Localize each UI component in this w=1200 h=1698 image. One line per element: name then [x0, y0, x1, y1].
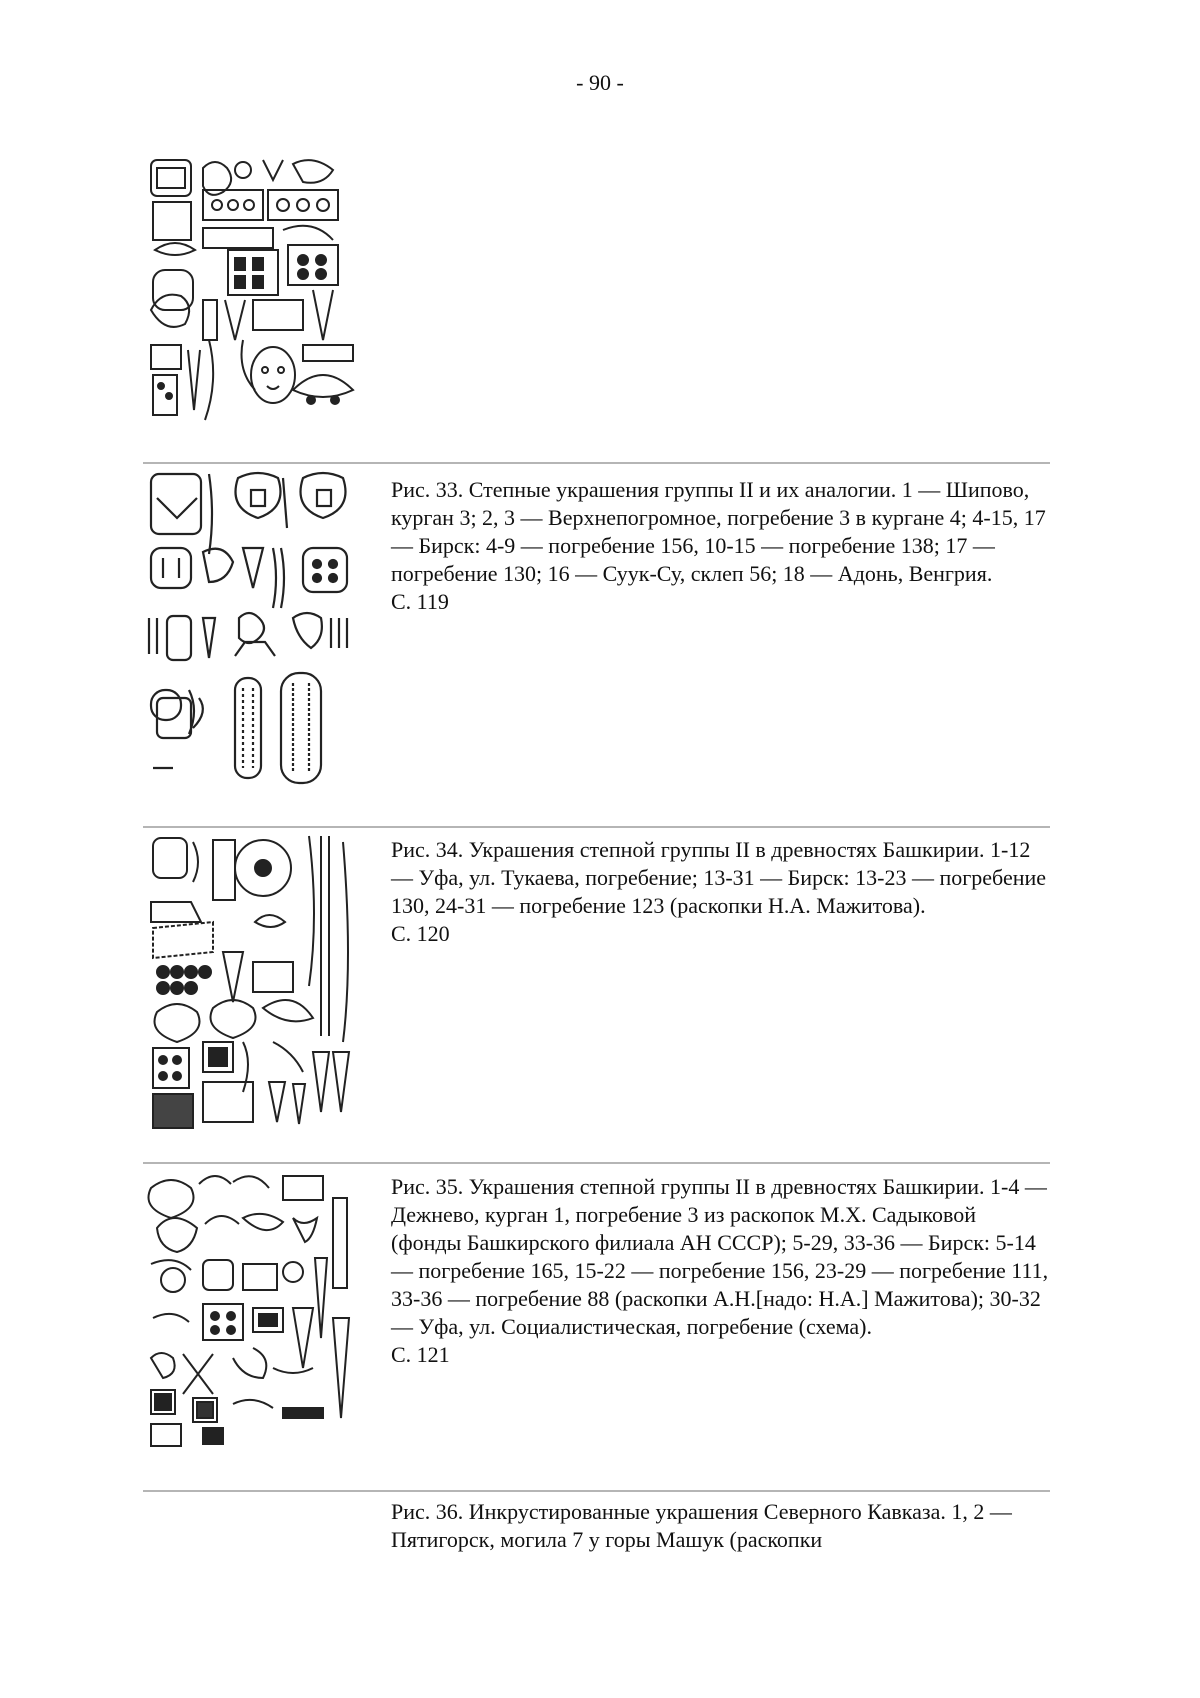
page-ref: С. 120 [391, 921, 450, 946]
artifact-drawing-fig-35 [143, 1168, 368, 1448]
caption-text: Рис. 33. Степные украшения группы II и их аналогии. 1 — Шипово, курган 3; 2, 3 — Верхнепогромное, погребение 3 в кургане 4; 4-15, 17 — Бирск: 4-9 — погребение 156, 10-15 — погребение 138; 17 — погребение 130; 16 — Суук-Су, склеп 56; 18 — Адонь, Венгрия. [391, 477, 1046, 586]
page-number: - 90 - [576, 70, 624, 95]
caption-text: Рис. 34. Украшения степной группы II в древностях Башкирии. 1-12 — Уфа, ул. Тукаева, погребение; 13-31 — Бирск: 13-23 — погребение 130, 24-31 — погребение 123 (раскопки Н.А. Мажитова). [391, 837, 1047, 918]
artifact-drawing-top [143, 150, 368, 430]
caption-text: Рис. 35. Украшения степной группы II в древностях Башкирии. 1-4 — Дежнево, курган 1, погребение 3 из раскопок М.Х. Садыковой (фонды Башкирского филиала АН СССР); 5-29, 33-36 — Бирск: 5-14 — погребение 165, 15-22 — погребение 156, 23-29 — погребение 111, 33-36 — погребение 88 (раскопки А.Н.[надо: Н.А.] Мажитова); 30-32 — Уфа, ул. Социалистическая, погребение (схема). [391, 1174, 1049, 1339]
page-ref: С. 119 [391, 589, 449, 614]
divider-fig-35 [143, 1162, 1050, 1164]
caption-fig-35 [391, 1173, 1051, 1369]
caption-fig-34 [391, 836, 1051, 948]
divider-fig-34 [143, 826, 1050, 828]
figure-35-image [143, 1168, 373, 1448]
caption-fig-36 [391, 1498, 1051, 1554]
divider-fig-33 [143, 462, 1050, 464]
caption-fig-33 [391, 476, 1051, 616]
divider-fig-36 [143, 1490, 1050, 1492]
figure-image-top [143, 150, 373, 430]
caption-text: Рис. 36. Инкрустированные украшения Северного Кавказа. 1, 2 — Пятигорск, могила 7 у горы Машук (раскопки [391, 1499, 1012, 1552]
artifact-drawing-fig-34 [143, 832, 368, 1132]
figure-34-image [143, 832, 373, 1132]
page-ref: С. 121 [391, 1342, 450, 1367]
figure-33-image [143, 468, 373, 788]
artifact-drawing-fig-33 [143, 468, 368, 788]
